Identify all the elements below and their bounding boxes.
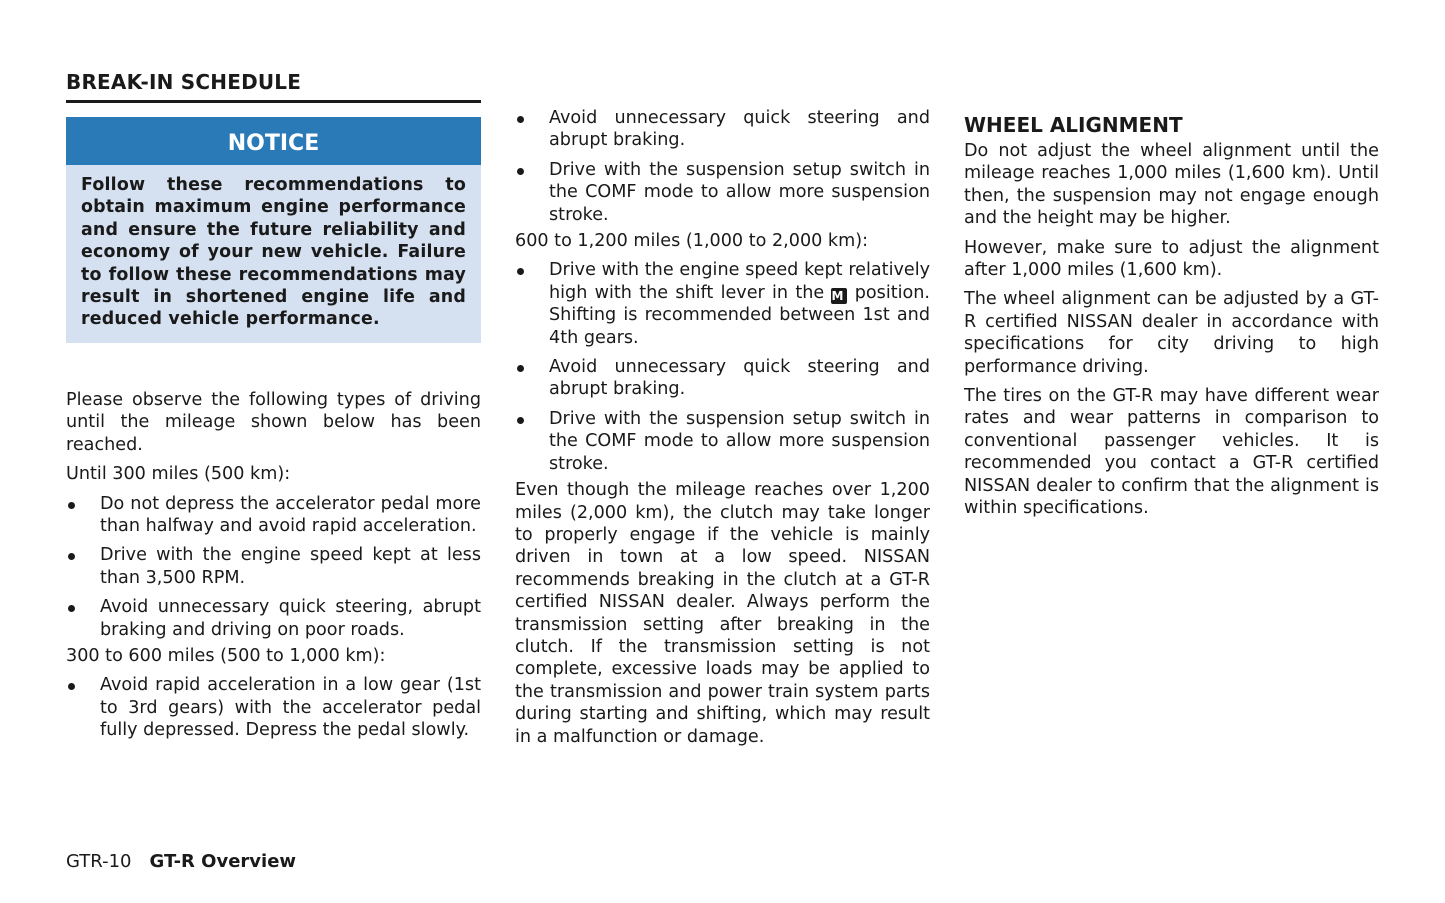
paragraph: The wheel alignment can be adjusted by a GT-R certified NISSAN dealer in accordance with specifications for city driving to high performance driving. (964, 289, 1379, 377)
list-item: Avoid unnecessary quick steering and abrupt braking. (515, 356, 930, 401)
page-footer (66, 851, 296, 872)
paragraph: However, make sure to adjust the alignment after 1,000 miles (1,600 km). (964, 237, 1379, 281)
notice-body: Follow these recommendations to obtain maximum engine performance and ensure the future reliability and economy of your new vehicle. Failure to follow these recommendations may result in shortened engine life and reduced vehicle performance. (81, 175, 466, 330)
paragraph: The tires on the GT-R may have different wear rates and wear patterns in comparison to conventional passenger vehicles. It is recommended you contact a GT-R certified NISSAN dealer to confirm that the alignment is within specifications. (964, 386, 1379, 519)
list-item: Avoid unnecessary quick steering and abrupt braking. (515, 107, 930, 152)
notice-title: NOTICE (66, 117, 481, 165)
right-column (964, 110, 1379, 520)
notice-box (66, 117, 481, 343)
list-item: Do not depress the accelerator pedal more than halfway and avoid rapid acceleration. (66, 493, 481, 538)
stage1-heading: Until 300 miles (500 km): (66, 464, 291, 485)
footer-section-title: GT-R Overview (149, 851, 297, 872)
bullet-text-before: Drive with the engine speed kept relatively high with the shift lever in the (549, 260, 930, 303)
stage2-heading: 300 to 600 miles (500 to 1,000 km): (66, 646, 386, 667)
list-item: Drive with the suspension setup switch in the COMF mode to allow more suspension stroke. (515, 408, 930, 475)
list-item (515, 259, 930, 349)
manual-mode-icon: M (831, 288, 847, 304)
wheel-alignment-heading: WHEEL ALIGNMENT (964, 113, 1183, 137)
left-column (66, 389, 481, 742)
intro-paragraph: Please observe the following types of driving until the mileage shown below has been reached. (66, 390, 481, 455)
middle-column (515, 107, 930, 748)
list-item: Drive with the suspension setup switch in the COMF mode to allow more suspension stroke. (515, 159, 930, 226)
page-number: GTR-10 (66, 851, 132, 872)
paragraph: Do not adjust the wheel alignment until the mileage reaches 1,000 miles (1,600 km). Until then, the suspension may not engage enough and the height may be higher. (964, 141, 1379, 229)
list-item: Drive with the engine speed kept at less than 3,500 RPM. (66, 544, 481, 589)
stage3-heading: 600 to 1,200 miles (1,000 to 2,000 km): (515, 231, 869, 252)
list-item: Avoid rapid acceleration in a low gear (1st to 3rd gears) with the accelerator pedal fully depressed. Depress the pedal slowly. (66, 674, 481, 741)
bullet-text-after: position. Shifting is recommended between 1st and 4th gears. (549, 282, 931, 348)
list-item: Avoid unnecessary quick steering, abrupt braking and driving on poor roads. (66, 596, 481, 641)
section-title: BREAK-IN SCHEDULE (66, 70, 481, 103)
closing-paragraph: Even though the mileage reaches over 1,200 miles (2,000 km), the clutch may take longer to properly engage if the vehicle is mainly driven in town at a low speed. NISSAN recommends breaking in the clutch at a GT-R certified NISSAN dealer. Always perform the transmission setting after breaking in the clutch. If the transmission setting is not complete, excessive loads may be applied to the transmission and power train system parts during starting and shifting, which may result in a malfunction or damage. (515, 480, 930, 747)
